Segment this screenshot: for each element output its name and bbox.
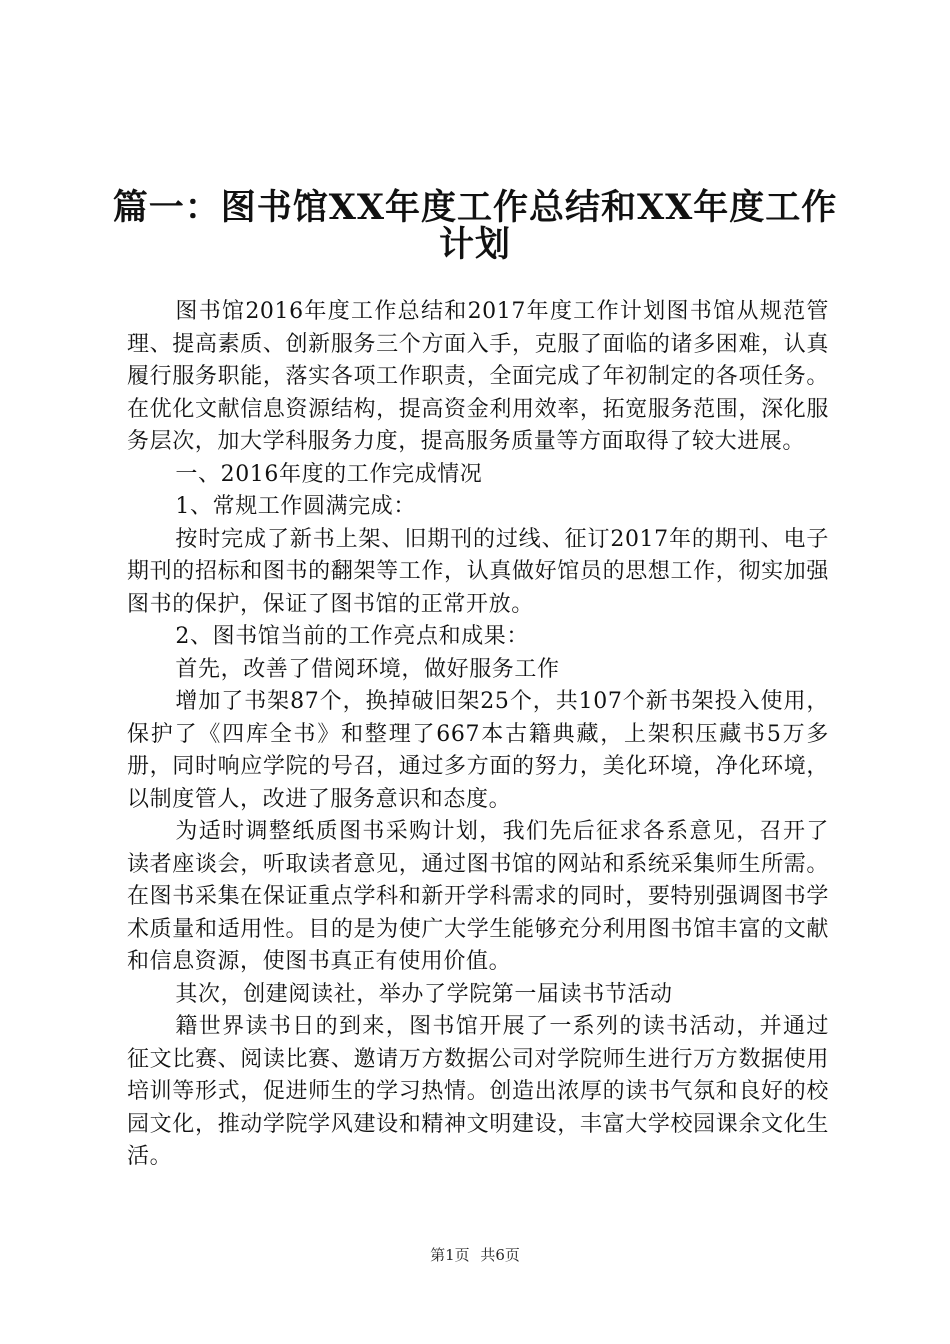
page-number: 第1页 [430,1246,470,1264]
subheading-first-improvement: 首先，改善了借阅环境，做好服务工作 [175,656,560,682]
subheading-highlights: 2、图书馆当前的工作亮点和成果： [175,624,529,649]
paragraph-intro: 图书馆2016年度工作总结和2017年度工作计划图书馆从规范管理、提高素质、创新服务三个方面入手，克服了面临的诸多困难，认真履行服务职能，落实各项工作职责，全面完成了年初制定的各项任务。在优化文献信息资源结构，提高资金利用效率，拓宽服务范围，深化服务层次，加大学科服务力度，提高服务质量等方面取得了较大进展。 [127,299,829,454]
paragraph-bookshelves: 增加了书架87个，换掉破旧架25个，共107个新书架投入使用，保护了《四库全书》和整理了667本古籍典藏，上架积压藏书5万多册，同时响应学院的号召，通过多方面的努力，美化环境，净化环境，以制度管人，改进了服务意识和态度。 [127,689,829,812]
subheading-routine-work: 1、常规工作圆满完成： [175,494,416,519]
paragraph-reading-activities: 籍世界读书日的到来，图书馆开展了一系列的读书活动，并通过征文比赛、阅读比赛、邀请万方数据公司对学院师生进行万方数据使用培训等形式，促进师生的学习热情。创造出浓厚的读书气氛和良好的校园文化，推动学院学风建设和精神文明建设，丰富大学校园课余文化生活。 [127,1014,829,1169]
section-heading-2016-work: 一、2016年度的工作完成情况 [175,461,483,487]
subheading-reading-festival: 其次，创建阅读社，举办了学院第一届读书节活动 [175,981,673,1007]
document-title-line-1: 篇一：图书馆XX年度工作总结和XX年度工作 [112,187,838,228]
page-footer [0,1245,950,1265]
paragraph-routine-work: 按时完成了新书上架、旧期刊的过线、征订2017年的期刊、电子期刊的招标和图书的翻架等工作，认真做好馆员的思想工作，彻实加强图书的保护，保证了图书馆的正常开放。 [127,526,829,617]
page-total: 共6页 [480,1246,520,1264]
paragraph-procurement: 为适时调整纸质图书采购计划，我们先后征求各系意见，召开了读者座谈会，听取读者意见，通过图书馆的网站和系统采集师生所需。在图书采集在保证重点学科和新开学科需求的同时，要特别强调图书学术质量和适用性。目的是为使广大学生能够充分利用图书馆丰富的文献和信息资源，使图书真正有使用价值。 [127,819,829,974]
document-body [127,296,829,1174]
document-title-line-2: 计划 [438,224,511,265]
